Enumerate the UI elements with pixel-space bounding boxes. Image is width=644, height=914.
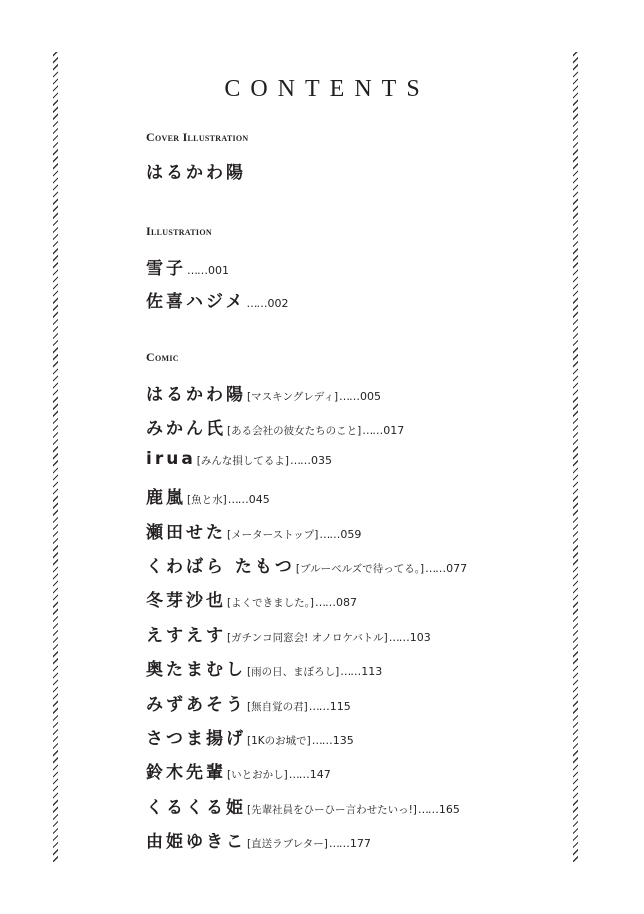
dot-leader: ……: [340, 665, 361, 679]
artist-name: 冬芽沙也: [146, 591, 226, 612]
work-title: [ある会社の彼女たちのこと]: [227, 425, 362, 438]
page-number: 113: [361, 665, 383, 679]
work-title: [1Kのお城で]: [247, 735, 311, 747]
dot-leader: ……: [417, 802, 438, 816]
work-title: [先輩社員をひーひー言わせたいっ!]: [247, 803, 417, 816]
left-hatched-border: [53, 52, 58, 862]
page-number: 002: [267, 296, 289, 310]
toc-entry: [146, 793, 460, 818]
toc-entry: [146, 254, 229, 279]
artist-name: はるかわ陽: [146, 385, 246, 405]
artist-name: みずあそう: [146, 694, 246, 715]
artist-name: 瀬田せた: [146, 522, 226, 543]
artist-name: さつま揚げ: [146, 729, 246, 749]
page-number: 001: [208, 264, 229, 277]
dot-leader: ……: [319, 527, 340, 541]
work-title: [みんな損してるよ]: [196, 454, 289, 467]
toc-entry: [146, 380, 381, 405]
dot-leader: ……: [339, 390, 360, 403]
dot-leader: ……: [328, 837, 349, 851]
page-number: 115: [329, 699, 351, 713]
dot-leader: ……: [308, 699, 329, 713]
toc-entry: [146, 724, 354, 749]
section-header-illustration: Illustration: [146, 224, 212, 238]
toc-entry: [146, 552, 467, 577]
dot-leader: ……: [246, 296, 267, 310]
toc-entry: [146, 287, 289, 312]
toc-entry: [146, 621, 431, 646]
toc-entry: [146, 586, 357, 611]
artist-name: 奥たまむし: [146, 660, 246, 681]
artist-name: えすえす: [146, 625, 226, 646]
page-number: 017: [383, 424, 405, 438]
page-number: 077: [446, 562, 468, 575]
artist-name: 佐喜ハジメ: [146, 291, 246, 312]
work-title: [ブルーベルズで待ってる。]: [295, 563, 425, 575]
dot-leader: ……: [290, 453, 310, 467]
page-number: 177: [349, 837, 371, 851]
work-title: [魚と水]: [187, 494, 227, 507]
dot-leader: ……: [425, 562, 446, 575]
artist-name: くわばら たもつ: [146, 557, 295, 577]
work-title: [雨の日、まぼろし]: [247, 666, 340, 679]
dot-leader: ……: [388, 630, 409, 644]
artist-name: 鹿嵐: [146, 488, 186, 509]
work-title: [ガチンコ同窓会! オノロケバトル]: [227, 631, 388, 644]
artist-name: くるくる姫: [146, 797, 246, 818]
section-header-comic: Comic: [146, 350, 179, 364]
artist-name: みかん氏: [146, 419, 226, 440]
dot-leader: ……: [362, 424, 383, 438]
work-title: [いとおかし]: [227, 769, 288, 782]
work-title: [メーターストップ]: [227, 528, 319, 541]
artist-name: 由姫ゆきこ: [146, 832, 246, 853]
toc-entry: [146, 483, 270, 508]
page-number: 147: [309, 768, 331, 782]
work-title: [無自覚の君]: [247, 700, 308, 713]
toc-entry: [146, 414, 404, 439]
dot-leader: ……: [187, 264, 207, 277]
artist-name: はるかわ陽: [146, 163, 246, 183]
artist-name: 鈴木先輩: [146, 763, 226, 784]
page-title: CONTENTS: [224, 76, 430, 102]
page-number: 035: [311, 453, 332, 467]
cover-entry: [146, 158, 246, 183]
page-number: 135: [332, 734, 354, 747]
page-number: 165: [438, 802, 460, 816]
right-hatched-border: [573, 52, 578, 862]
toc-entry: [146, 690, 351, 715]
page-number: 103: [409, 630, 431, 644]
toc-entry: [146, 449, 332, 469]
dot-leader: ……: [314, 596, 335, 610]
toc-entry: [146, 758, 331, 783]
work-title: [マスキングレディ]: [247, 391, 339, 403]
section-header-cover: Cover Illustration: [146, 130, 249, 144]
artist-name: 雪子: [146, 259, 186, 279]
toc-entry: [146, 655, 382, 680]
toc-entry: [146, 518, 361, 543]
artist-name: irua: [146, 448, 196, 469]
page-number: 059: [340, 527, 362, 541]
work-title: [直送ラブレター]: [247, 838, 328, 851]
page-number: 005: [360, 390, 382, 403]
toc-entry: [146, 827, 371, 852]
work-title: [よくできました。]: [227, 597, 314, 610]
page-number: 045: [248, 493, 270, 507]
dot-leader: ……: [288, 768, 309, 782]
dot-leader: ……: [311, 734, 332, 747]
dot-leader: ……: [227, 493, 248, 507]
page-number: 087: [335, 596, 357, 610]
